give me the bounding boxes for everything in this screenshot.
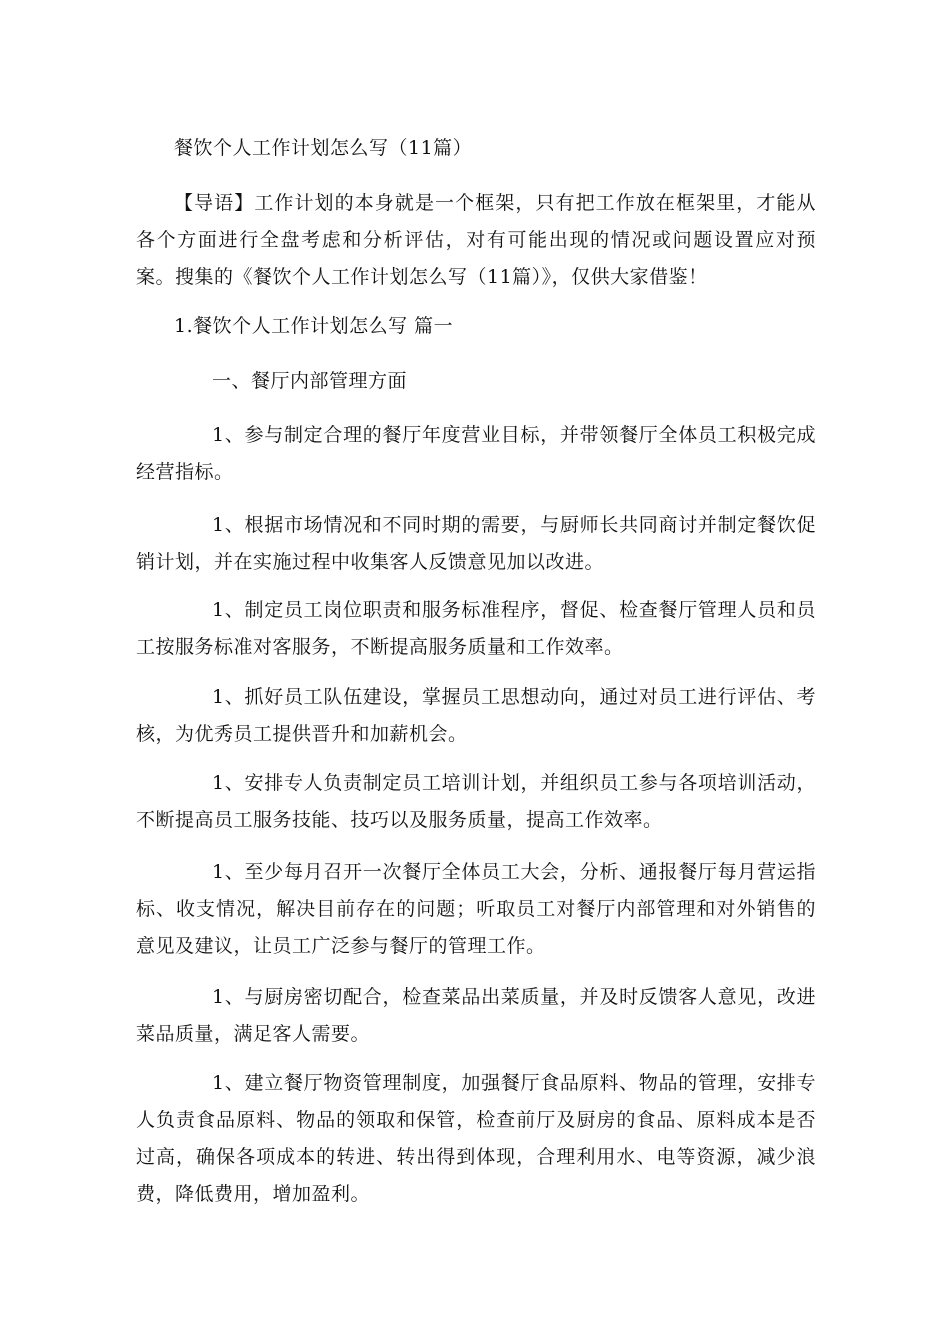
subheading: 一、餐厅内部管理方面 [212, 370, 408, 392]
list-item: 1、参与制定合理的餐厅年度营业目标，并带领餐厅全体员工积极完成经营指标。 [136, 424, 816, 483]
intro-paragraph: 【导语】工作计划的本身就是一个框架，只有把工作放在框架里，才能从各个方面进行全盘考虑和分析评估，对有可能出现的情况或问题设置应对预案。搜集的《餐饮个人工作计划怎么写（11篇）》，仅供大家借鉴！ [136, 192, 816, 288]
document-title: 餐饮个人工作计划怎么写（11篇） [174, 137, 473, 159]
list-item: 1、抓好员工队伍建设，掌握员工思想动向，通过对员工进行评估、考核，为优秀员工提供晋升和加薪机会。 [136, 686, 816, 745]
list-item: 1、至少每月召开一次餐厅全体员工大会，分析、通报餐厅每月营运指标、收支情况，解决目前存在的问题；听取员工对餐厅内部管理和对外销售的意见及建议，让员工广泛参与餐厅的管理工作。 [136, 861, 816, 957]
list-item: 1、与厨房密切配合，检查菜品出菜质量，并及时反馈客人意见，改进菜品质量，满足客人需要。 [136, 986, 816, 1045]
list-item: 1、根据市场情况和不同时期的需要，与厨师长共同商讨并制定餐饮促销计划，并在实施过程中收集客人反馈意见加以改进。 [136, 514, 816, 573]
list-item: 1、建立餐厅物资管理制度，加强餐厅食品原料、物品的管理，安排专人负责食品原料、物品的领取和保管，检查前厅及厨房的食品、原料成本是否过高，确保各项成本的转进、转出得到体现，合理利用水、电等资源，减少浪费，降低费用，增加盈利。 [136, 1072, 816, 1205]
list-item: 1、制定员工岗位职责和服务标准程序，督促、检查餐厅管理人员和员工按服务标准对客服务，不断提高服务质量和工作效率。 [136, 599, 816, 658]
list-item: 1、安排专人负责制定员工培训计划，并组织员工参与各项培训活动，不断提高员工服务技能、技巧以及服务质量，提高工作效率。 [136, 772, 816, 831]
section-heading: 1.餐饮个人工作计划怎么写 篇一 [174, 315, 454, 337]
